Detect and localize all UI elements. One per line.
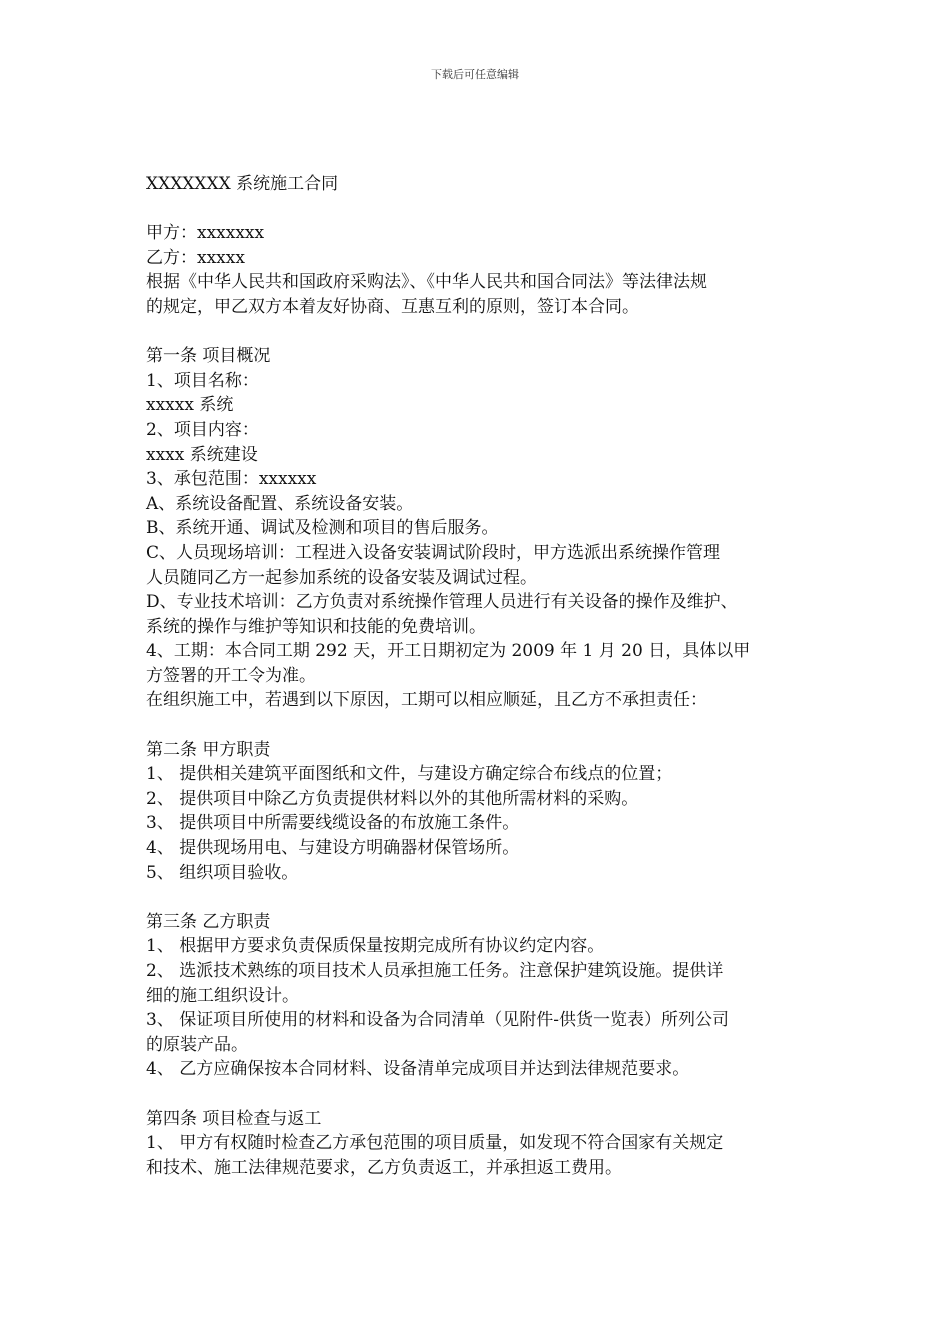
article-1-line: 2、项目内容： [146, 419, 259, 440]
article-3-line: 细的施工组织设计。 [146, 985, 299, 1006]
article-3-line: 2、 选派技术熟练的项目技术人员承担施工任务。注意保护建筑设施。提供详 [146, 961, 724, 981]
contract-title: XXXXXXX 系统施工合同 [146, 174, 339, 194]
article-1-line: C、人员现场培训：工程进入设备安装调试阶段时，甲方选派出系统操作管理 [146, 542, 721, 563]
article-1-line: xxxx 系统建设 [146, 444, 258, 465]
article-1-line: 3、承包范围：xxxxxx [146, 469, 317, 490]
article-1-line: D、专业技术培训：乙方负责对系统操作管理人员进行有关设备的操作及维护、 [146, 592, 738, 613]
article-4-heading: 第四条 项目检查与返工 [146, 1108, 322, 1129]
party-a: 甲方：xxxxxxx [146, 223, 265, 244]
article-1-line: B、系统开通、调试及检测和项目的售后服务。 [146, 518, 499, 539]
article-2-line: 3、 提供项目中所需要线缆设备的布放施工条件。 [146, 813, 520, 834]
page-header: 下载后可任意编辑 [431, 68, 519, 81]
article-1-line: 4、工期：本合同工期 292 天，开工日期初定为 2009 年 1 月 20 日，具体以甲 [146, 641, 751, 662]
article-3-line: 的原装产品。 [146, 1034, 248, 1055]
article-3-line: 3、 保证项目所使用的材料和设备为合同清单（见附件-供货一览表）所列公司 [146, 1010, 729, 1031]
article-2-line: 5、 组织项目验收。 [146, 862, 299, 883]
article-2-line: 1、 提供相关建筑平面图纸和文件，与建设方确定综合布线点的位置； [146, 764, 673, 785]
article-1-line: xxxxx 系统 [146, 395, 234, 416]
article-1-line: 系统的操作与维护等知识和技能的免费培训。 [146, 616, 486, 637]
article-2-line: 2、 提供项目中除乙方负责提供材料以外的其他所需材料的采购。 [146, 788, 639, 809]
article-1-line: 方签署的开工令为准。 [146, 665, 316, 686]
intro-line: 根据《中华人民共和国政府采购法》、《中华人民共和国合同法》等法律法规 [146, 272, 707, 293]
intro-line: 的规定，甲乙双方本着友好协商、互惠互利的原则，签订本合同。 [146, 296, 639, 317]
article-1-line: 在组织施工中，若遇到以下原因，工期可以相应顺延，且乙方不承担责任： [146, 690, 707, 711]
article-1-heading: 第一条 项目概况 [146, 346, 271, 367]
article-3-heading: 第三条 乙方职责 [146, 911, 271, 932]
article-2-heading: 第二条 甲方职责 [146, 739, 271, 760]
party-b: 乙方：xxxxx [146, 247, 245, 268]
article-2-line: 4、 提供现场用电、与建设方明确器材保管场所。 [146, 838, 520, 859]
article-3-line: 4、 乙方应确保按本合同材料、设备清单完成项目并达到法律规范要求。 [146, 1059, 690, 1080]
article-4-line: 1、 甲方有权随时检查乙方承包范围的项目质量，如发现不符合国家有关规定 [146, 1133, 724, 1154]
article-1-line: A、系统设备配置、系统设备安装。 [146, 493, 414, 514]
contract-body [146, 172, 806, 1180]
article-1-line: 1、项目名称： [146, 370, 259, 391]
article-3-line: 1、 根据甲方要求负责保质保量按期完成所有协议约定内容。 [146, 936, 605, 957]
article-1-line: 人员随同乙方一起参加系统的设备安装及调试过程。 [146, 567, 537, 588]
article-4-line: 和技术、施工法律规范要求，乙方负责返工，并承担返工费用。 [146, 1157, 622, 1178]
